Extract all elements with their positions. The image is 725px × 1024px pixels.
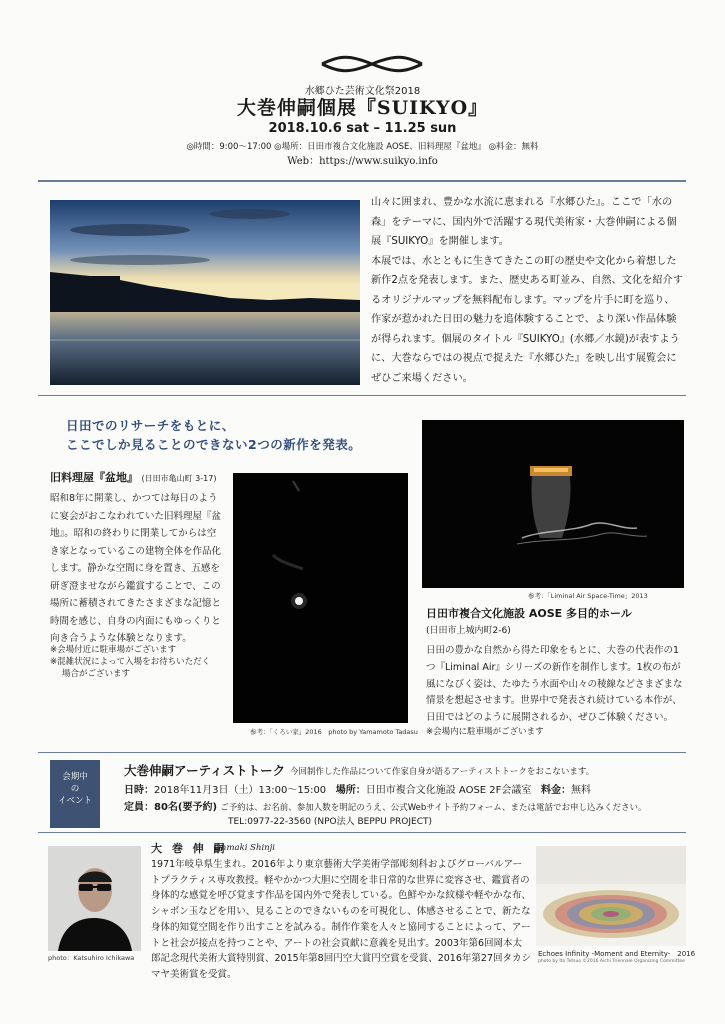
venue1-name: 旧料理屋『盆地』 bbox=[50, 471, 138, 484]
event-title: 大巻伸嗣アーティストトーク bbox=[124, 763, 286, 778]
event-fee: 無料 bbox=[570, 785, 591, 796]
event-place-label: 場所： bbox=[335, 785, 366, 796]
photo-caption: Echoes Infinity -Moment and Eternity- 2016 bbox=[538, 950, 696, 958]
intro-text bbox=[371, 193, 683, 388]
section-heading-line: 日田でのリサーチをもとに、 bbox=[66, 418, 235, 433]
kuroi-ie-photo bbox=[233, 473, 408, 723]
artist-bio: 1971年岐阜県生まれ。2016年より東京藝術大学美術学部彫刻科およびグローバルアートプラクティス専攻教授。軽やかかつ大胆に空間を非日常的な世界に変容させ、鑑賞者の身体的な感覚を呼び覚ます作品を国内外で発表している。色鮮やかな紋様や軽やかな布、シャボン玉などを用い、見ることのできないものを可視化し、体感させることで、新たな身体的知覚空間を作り出すことを試みる。制作作業を人々と協同することによって、アートと社会が接点を持つことや、アートの社会貢献に意義を見出す。2003年第6回岡本太郎記念現代美術大賞特別賞、2015年第8回円空大賞円空賞を受賞、2016年第27回タカシマヤ美術賞を受賞。 bbox=[151, 859, 532, 980]
artist-portrait bbox=[48, 846, 141, 951]
section-heading bbox=[66, 416, 426, 454]
event-capacity-label: 定員： bbox=[124, 802, 154, 813]
event-fee-label: 料金： bbox=[540, 785, 571, 796]
venue1-notes bbox=[50, 644, 230, 680]
venue1-address: (日田市亀山町 3-17) bbox=[141, 474, 217, 483]
venue2-name: 日田市複合文化施設 AOSE 多目的ホール bbox=[426, 607, 632, 620]
page-title: 大巻伸嗣個展『SUIKYO』 bbox=[236, 97, 489, 119]
website-link[interactable]: Web：https://www.suikyo.info bbox=[287, 156, 438, 167]
venue1-description: 昭和8年に開業し、かつては毎日のように宴会がおこなわれていた旧料理屋『盆地』。昭和の終わりに閉業してからは空き家となっているこの建物全体を作品化します。静かな空間に身を置き、五感を研ぎ澄ませながら鑑賞することで、この場所に蓄積されてきたさまざまな記憶と時間を感じ、自身の内面にもゆっくりと向き合うような体験となります。 bbox=[50, 493, 222, 644]
exhibition-dates: 2018.10.6 sat – 11.25 sun bbox=[268, 121, 457, 136]
venue2-address: (日田市上城内町2-6) bbox=[426, 626, 511, 636]
festival-name: 水郷ひた芸術文化祭2018 bbox=[304, 86, 421, 97]
event-capacity: 80名(要予約) bbox=[154, 802, 218, 813]
photo-credit: photo by Ito Tetsuo ©2016 Aichi Triennale Organizing Committee bbox=[538, 959, 685, 964]
event-badge-line: の bbox=[70, 784, 80, 794]
venue1-note: ※会場付近に駐車場がございます bbox=[50, 645, 177, 655]
event-description: 今回制作した作品について作家自身が語るアーティストトークをおこないます。 bbox=[290, 767, 595, 777]
artist-name: 大 巻 伸 嗣 bbox=[151, 842, 228, 855]
venue1-note: ※混雑状況によって入場をお待ちいただく bbox=[50, 657, 211, 667]
divider bbox=[38, 832, 686, 833]
intro-paragraph: 本展では、水とともに生きてきたこの町の歴史や文化から着想した新作2点を発表します。また、歴史ある町並み、自然、文化を紹介するオリジナルマップを無料配布します。マップを片手に町を巡り、作家が惹かれた日田の魅力を追体験することで、より深い作品体験が得られます。個展のタイトル『SUIKYO』(水郷／水鏡)が表すように、大巻ならではの視点で捉えた『水郷ひた』を映し出す展覧会にぜひご来場ください。 bbox=[371, 255, 683, 384]
event-details bbox=[124, 781, 591, 796]
event-place: 日田市複合文化施設 AOSE 2F会議室 bbox=[365, 785, 532, 796]
divider bbox=[38, 180, 686, 182]
event-capacity-row bbox=[124, 798, 647, 813]
exhibition-info: ◎時間：9:00～17:00 ◎場所：日田市複合文化施設 AOSE、旧料理屋『盆地』 ◎料金：無料 bbox=[186, 142, 539, 152]
photo-caption: photo：Katsuhiro Ichikawa bbox=[48, 954, 135, 962]
event-badge-line: イベント bbox=[57, 796, 92, 806]
photo-caption: 参考：「Liminal Air Space-Time」2013 bbox=[528, 592, 648, 600]
event-badge-line: 会期中 bbox=[62, 772, 88, 782]
venue1-heading bbox=[50, 469, 216, 485]
sunset-river-photo bbox=[50, 200, 360, 385]
divider bbox=[38, 395, 686, 396]
venue1-note: 場合がございます bbox=[62, 669, 131, 679]
festival-logo bbox=[320, 53, 424, 75]
intro-paragraph: 山々に囲まれ、豊かな水流に恵まれる『水郷ひた』。ここで「水の森」をテーマに、国内外で活躍する現代美術家・大巻伸嗣による個展『SUIKYO』を開催します。 bbox=[371, 197, 677, 247]
artist-roman-name: Ohmaki Shinji bbox=[214, 843, 275, 853]
echoes-infinity-photo bbox=[536, 846, 686, 946]
liminal-air-photo bbox=[422, 420, 684, 588]
event-date: 2018年11月3日（土）13:00～15:00 bbox=[154, 785, 327, 796]
event-reservation: ご予約は、お名前、参加人数を明記のうえ、公式Webサイト予約フォーム、または電話でお申し込みください。 bbox=[220, 803, 647, 813]
venue2-description: 日田の豊かな自然から得た印象をもとに、大巻の代表作の1つ『Liminal Air』シリーズの新作を制作します。1枚の布が風になびく姿は、たゆたう水面や山々の稜線などさまざまな情景を想起させます。世界中で発表され続けている本作が、日田ではどのように展開されるか、ぜひご体験ください。 bbox=[426, 645, 683, 724]
section-heading-line: ここでしか見ることのできない2つの新作を発表。 bbox=[66, 437, 362, 452]
event-date-label: 日時： bbox=[124, 785, 154, 796]
photo-caption: 参考：「くろい家」2016 photo by Yamamoto Tadasu bbox=[250, 728, 418, 736]
event-badge bbox=[50, 760, 100, 828]
divider bbox=[38, 752, 686, 753]
venue2-note: ※会場内に駐車場がございます bbox=[426, 727, 544, 737]
event-tel[interactable]: TEL:0977-22-3560 (NPO法人 BEPPU PROJECT) bbox=[228, 817, 433, 827]
